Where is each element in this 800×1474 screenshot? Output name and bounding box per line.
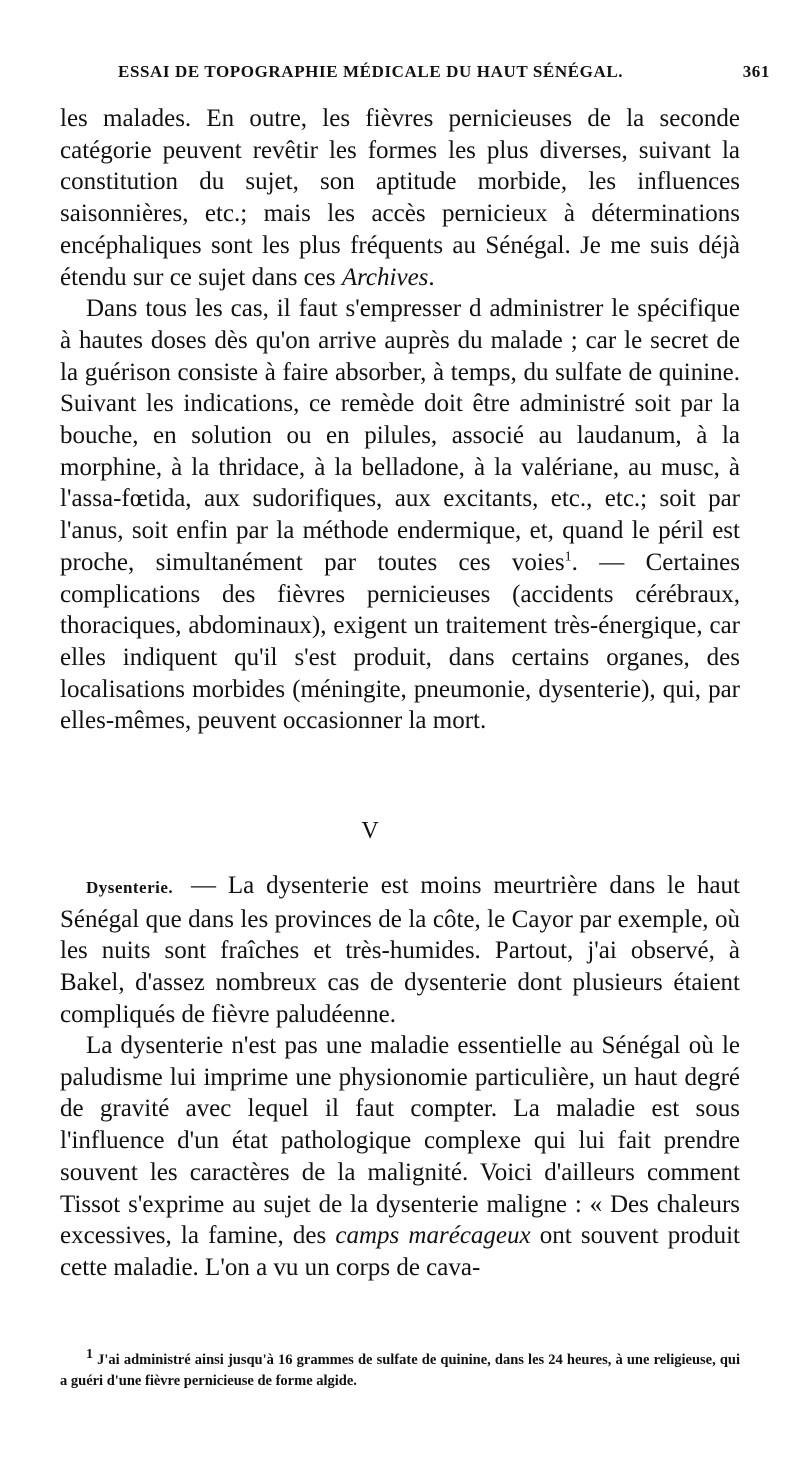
- text-block-top: [60, 103, 740, 737]
- footnote-reference: 1: [564, 549, 572, 565]
- paragraph-continued: [60, 103, 740, 293]
- italic-camps: camps marécageux: [335, 1222, 531, 1250]
- footnote-text: [60, 1347, 740, 1392]
- running-head: [118, 62, 770, 92]
- footnote-marker: 1: [86, 1347, 93, 1363]
- runin-heading: Dysenterie.: [86, 878, 174, 897]
- paragraph-treatment: [60, 293, 740, 737]
- paragraph-text: ont souvent produit cette maladie. L'on a vu un corps de cava-: [60, 1222, 740, 1281]
- text-block-malaria: [60, 1030, 740, 1284]
- footnote: [60, 1347, 740, 1392]
- paragraph-text: les malades. En outre, les fièvres pernicieuses de la seconde catégorie peuvent revêtir les formes les plus diverses, suivant la constitution du sujet, son aptitude morbide, les influences saisonnières, etc.; mais les accès pernicieux à déterminations encéphaliques sont les plus fréquents au Sénégal. Je me suis déjà étendu sur ce sujet dans ces: [60, 105, 740, 291]
- page-number: 361: [742, 62, 770, 81]
- paragraph-end: .: [428, 263, 435, 291]
- paragraph-dysentery: [60, 870, 740, 1031]
- running-title: ESSAI DE TOPOGRAPHIE MÉDICALE DU HAUT SÉNÉGAL.: [118, 62, 624, 81]
- section-number: V: [361, 818, 379, 844]
- italic-archives: Archives: [341, 263, 429, 291]
- footnote-body: J'ai administré ainsi jusqu'à 16 grammes de sulfate de quinine, dans les 24 heures, à une religieuse, qui a guéri d'une fièvre pernicieuse de forme algide.: [60, 1352, 740, 1389]
- paragraph-text: La dysenterie n'est pas une maladie essentielle au Sénégal où le paludisme lui imprime une physionomie particulière, un haut degré de gravité avec lequel il faut compter. La maladie est sous l'influence d'un état pathologique complexe qui lui fait prendre souvent les caractères de la malignité. Voici d'ailleurs comment Tissot s'exprime au sujet de la dysenterie maligne : « Des chaleurs excessives, la famine, des: [60, 1032, 740, 1250]
- paragraph-text: Dans tous les cas, il faut s'empresser d administrer le spécifique à hautes doses dès qu'on arrive auprès du malade ; car le secret de la guérison consiste à faire absorber, à temps, du sulfate de quinine. Suivant les indications, ce remède doit être administré soit par la bouche, en solution ou en pilules, associé au laudanum, à la morphine, à la thridace, à la belladone, à la valériane, au musc, à l'assa-fœtida, aux sudorifiques, aux excitants, etc., etc.; soit par l'anus, soit enfin par la méthode endermique, et, quand le péril est proche, simultanément par toutes ces voies: [60, 295, 740, 576]
- paragraph-text: — La dysenterie est moins meurtrière dans le haut Sénégal que dans les provinces de la côte, le Cayor par exemple, où les nuits sont fraîches et très-humides. Partout, j'ai observé, à Bakel, d'assez nombreux cas de dysenterie dont plusieurs étaient compliqués de fièvre paludéenne.: [60, 872, 740, 1028]
- paragraph-text: . — Certaines complications des fièvres pernicieuses (accidents cérébraux, thoraciques, abdominaux), exigent un traitement très-énergique, car elles indiquent qu'il s'est produit, dans certains organes, des localisations morbides (méningite, pneumonie, dysenterie), qui, par elles-mêmes, peuvent occasionner la mort.: [60, 548, 740, 735]
- text-block-dysentery: [60, 870, 740, 1031]
- paragraph-malaria: [60, 1030, 740, 1284]
